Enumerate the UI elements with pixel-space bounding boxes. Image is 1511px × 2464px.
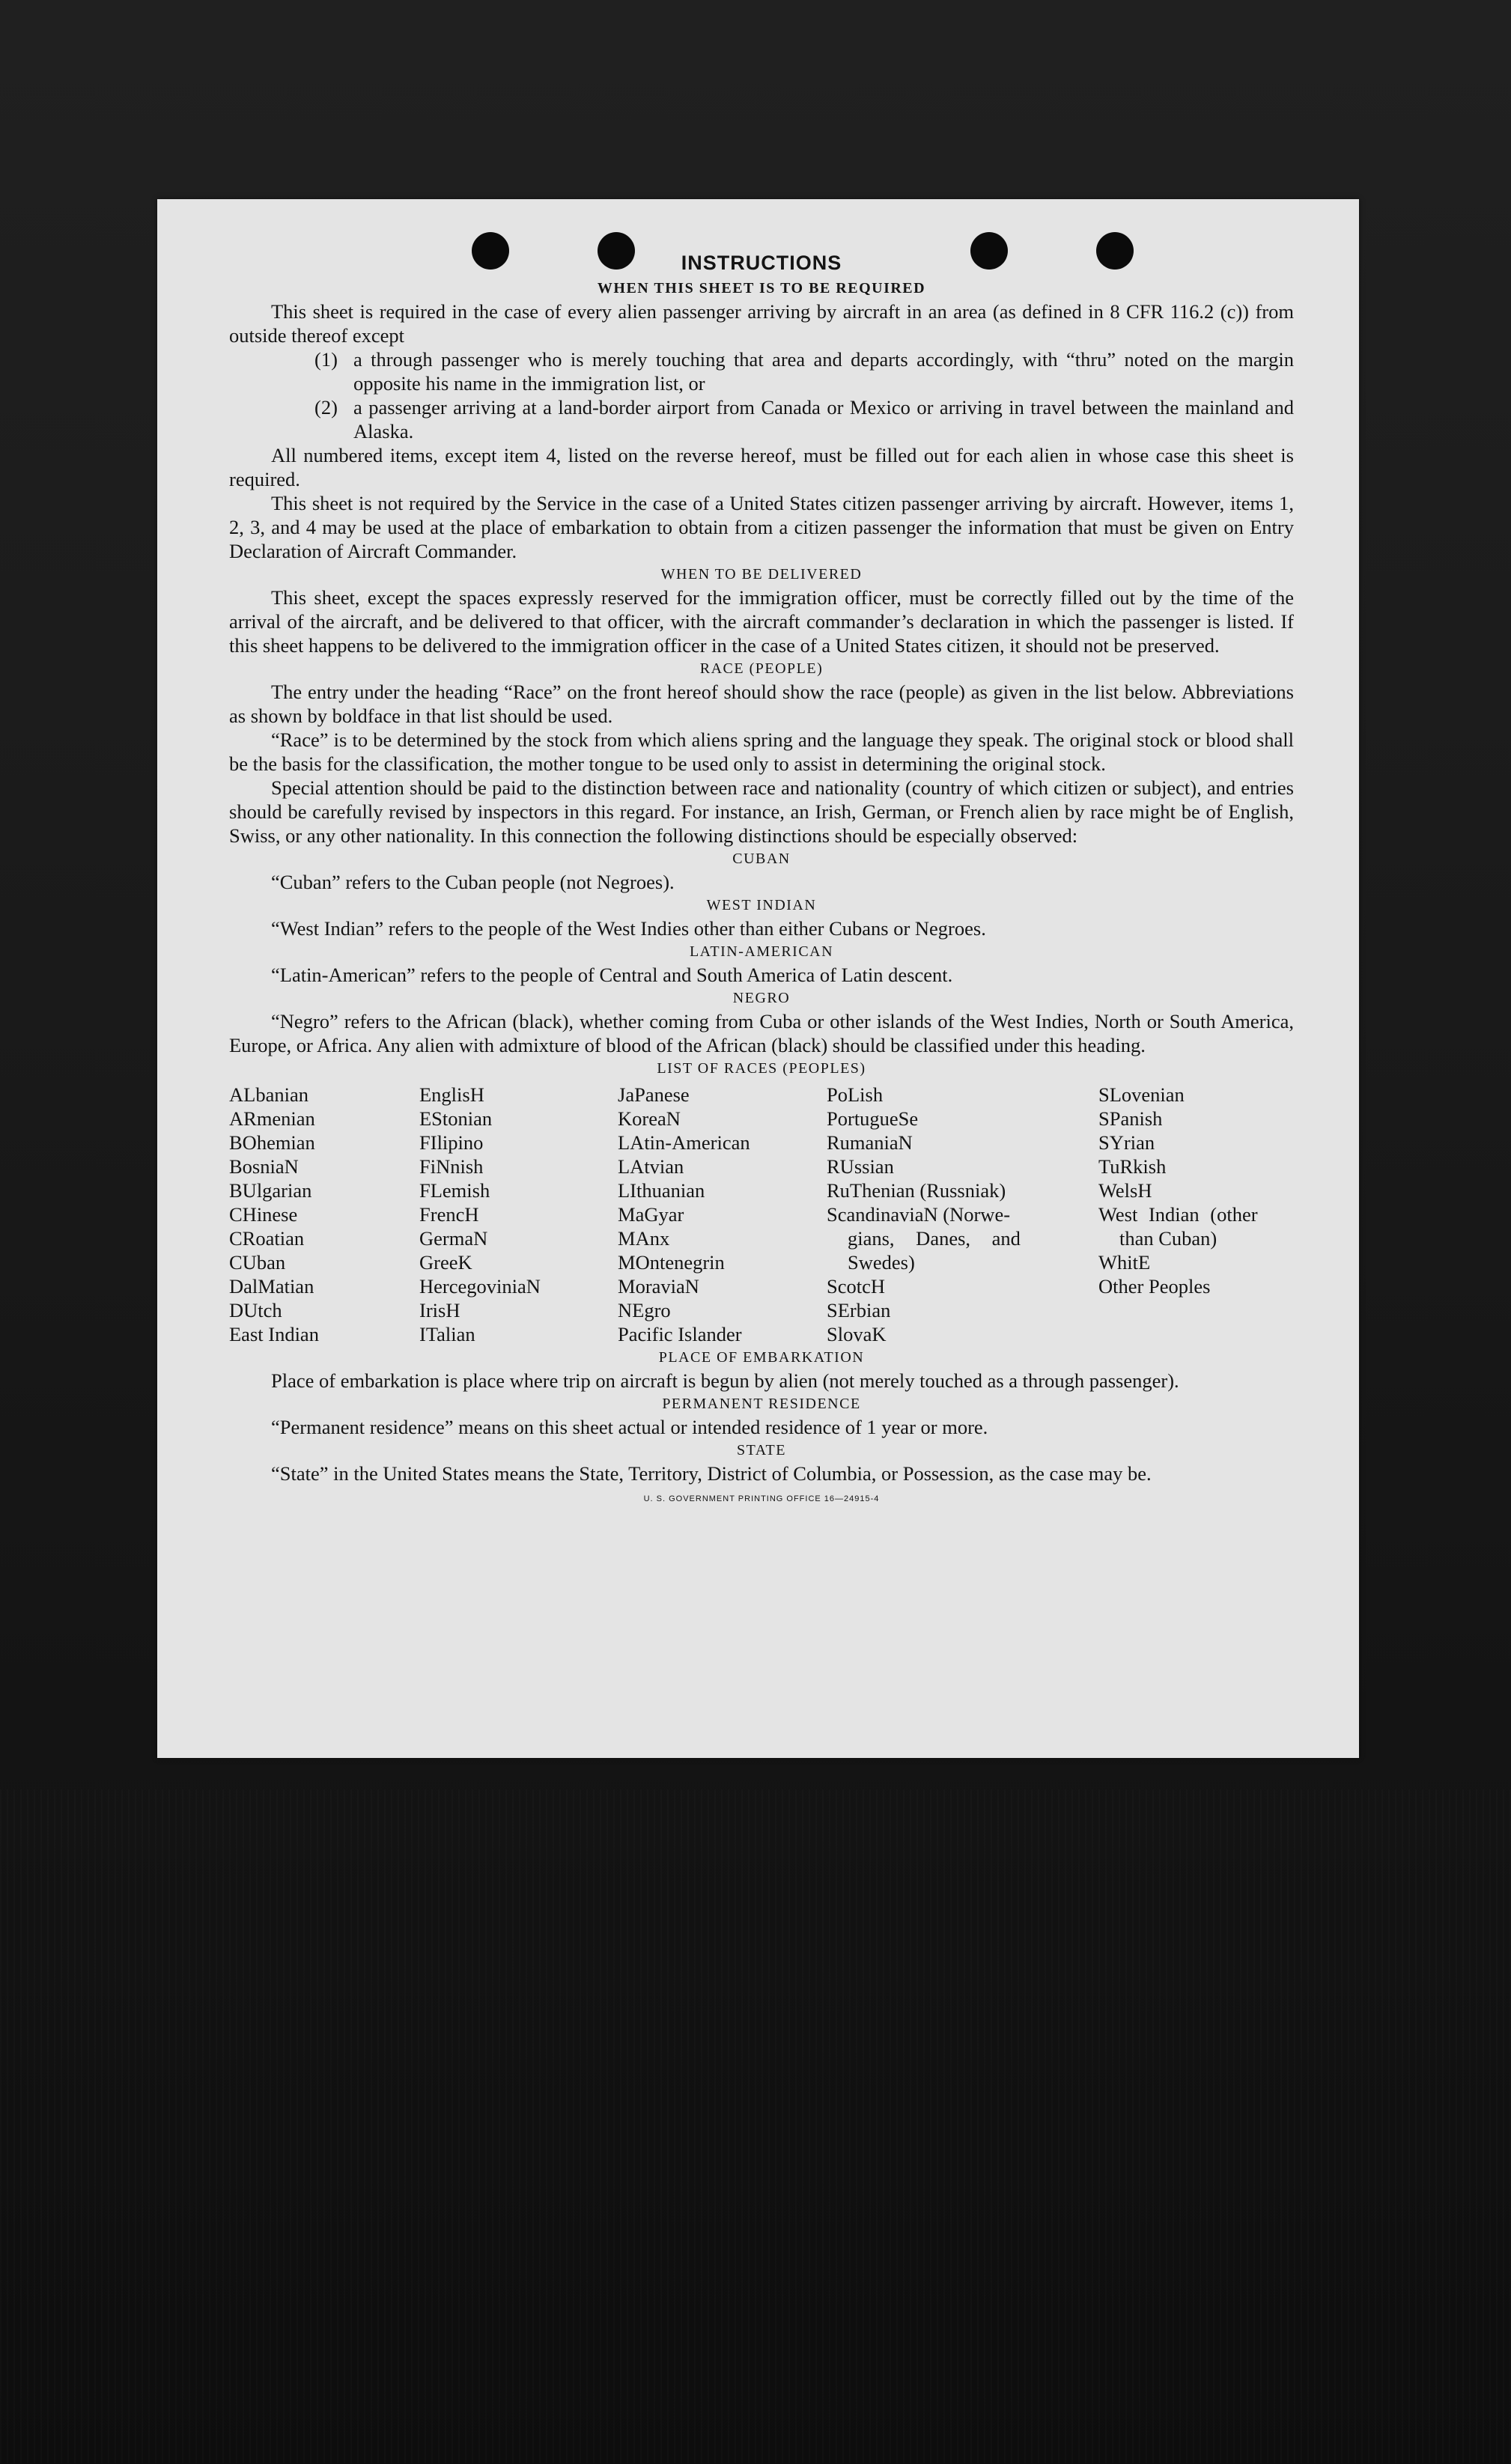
sheet-content <box>229 250 1294 1505</box>
section-heading-race: RACE (PEOPLE) <box>699 660 824 677</box>
when-delivered-paragraph: This sheet, except the spaces expressly reserved for the immigration officer, must be correctly filled out by the time of the arrival of the aircraft, and be delivered to that officer, with the aircraft commander’s declaration in which the passenger is listed. If this sheet happens to be delivered to the immigration officer in the case of a United States citizen, it should not be preserved. <box>229 586 1294 657</box>
race-entry: ScotcH <box>827 1275 886 1298</box>
race-column-2 <box>419 1083 618 1346</box>
race-entry: ITalian <box>419 1323 475 1345</box>
race-entry-continued: gians, Danes, and <box>848 1227 1021 1250</box>
race-entry: WhitE <box>1098 1251 1151 1274</box>
race-entry-continued: than Cuban) <box>1119 1227 1217 1250</box>
race-entry: RumaniaN <box>827 1131 913 1154</box>
race-entry: TuRkish <box>1098 1155 1167 1178</box>
section-heading-cuban: CUBAN <box>732 851 791 867</box>
item-text: a passenger arriving at a land-border airport from Canada or Mexico or arriving in travel between the mainland and Alaska. <box>353 396 1294 442</box>
race-entry: EnglisH <box>419 1083 484 1106</box>
race-entry: CRoatian <box>229 1227 305 1250</box>
section-heading-when-delivered: WHEN TO BE DELIVERED <box>660 566 863 582</box>
section-heading-state: STATE <box>737 1442 786 1458</box>
race-entry: FLemish <box>419 1179 490 1202</box>
page-title: INSTRUCTIONS <box>681 252 842 274</box>
exception-item-2 <box>229 395 1294 443</box>
race-entry: Pacific Islander <box>618 1323 742 1345</box>
race-entry: FIlipino <box>419 1131 484 1154</box>
numbered-items-paragraph: All numbered items, except item 4, listed on the reverse hereof, must be filled out for each alien in whose case this sheet is required. <box>229 444 1294 490</box>
embarkation-paragraph: Place of embarkation is place where trip on aircraft is begun by alien (not merely touched as a through passenger). <box>271 1369 1179 1392</box>
race-entry: East Indian <box>229 1323 319 1345</box>
race-column-4 <box>827 1083 1098 1346</box>
race-entry: MOntenegrin <box>618 1251 725 1274</box>
cuban-paragraph: “Cuban” refers to the Cuban people (not Negroes). <box>271 871 675 893</box>
race-entry: BUlgarian <box>229 1179 312 1202</box>
race-entry: CUban <box>229 1251 286 1274</box>
section-heading-west-indian: WEST INDIAN <box>706 897 817 913</box>
latin-american-paragraph: “Latin-American” refers to the people of Central and South America of Latin descent. <box>271 964 953 986</box>
race-entry: NEgro <box>618 1299 671 1321</box>
race-entry: PoLish <box>827 1083 884 1106</box>
race-entry: SPanish <box>1098 1107 1163 1130</box>
race-entry: WelsH <box>1098 1179 1152 1202</box>
race-entry: IrisH <box>419 1299 460 1321</box>
race-entry: CHinese <box>229 1203 298 1226</box>
citizen-paragraph: This sheet is not required by the Service in the case of a United States citizen passenger arriving by aircraft. However, items 1, 2, 3, and 4 may be used at the place of embarkation to obtain from a citizen passenger the information that must be given on Entry Declaration of Aircraft Commander. <box>229 492 1294 562</box>
race-column-3 <box>618 1083 827 1346</box>
race-list-table <box>229 1083 1294 1346</box>
race-entry: DalMatian <box>229 1275 314 1298</box>
section-heading-when-required: WHEN THIS SHEET IS TO BE REQUIRED <box>597 280 926 296</box>
race-paragraph-1: The entry under the heading “Race” on the front hereof should show the race (people) as given in the list below. Abbreviations as shown by boldface in that list should be used. <box>229 681 1294 727</box>
race-paragraph-2: “Race” is to be determined by the stock from which aliens spring and the language they speak. The original stock or blood shall be the basis for the classification, the mother tongue to be used only to assist in determining the original stock. <box>229 728 1294 775</box>
race-entry: ALbanian <box>229 1083 308 1106</box>
race-entry: LIthuanian <box>618 1179 705 1202</box>
race-entry: BOhemian <box>229 1131 315 1154</box>
race-paragraph-3: Special attention should be paid to the distinction between race and nationality (country of which citizen or subject), and entries should be carefully revised by inspectors in this regard. For instance, an Irish, German, or French alien by race might be of English, Swiss, or any other nationality. In this connection the following distinctions should be especially observed: <box>229 776 1294 847</box>
race-entry: FrencH <box>419 1203 479 1226</box>
race-column-5 <box>1098 1083 1294 1346</box>
west-indian-paragraph: “West Indian” refers to the people of the West Indies other than either Cubans or Negroes. <box>271 917 986 940</box>
race-entry: DUtch <box>229 1299 282 1321</box>
scanner-texture <box>0 1789 1511 2463</box>
permanent-residence-paragraph: “Permanent residence” means on this sheet actual or intended residence of 1 year or more. <box>271 1416 988 1438</box>
race-entry: West Indian (other <box>1098 1203 1258 1226</box>
race-entry: HercegoviniaN <box>419 1275 541 1298</box>
exception-item-1 <box>229 347 1294 395</box>
race-entry: LAtvian <box>618 1155 684 1178</box>
race-entry: SYrian <box>1098 1131 1155 1154</box>
race-column-1 <box>229 1083 419 1346</box>
race-entry: Other Peoples <box>1098 1275 1211 1298</box>
when-required-intro: This sheet is required in the case of every alien passenger arriving by aircraft in an area (as defined in 8 CFR 116.2 (c)) from outside thereof except <box>229 300 1294 347</box>
race-entry: MoraviaN <box>618 1275 699 1298</box>
race-entry: ScandinaviaN (Norwe- <box>827 1203 1011 1226</box>
race-entry: KoreaN <box>618 1107 681 1130</box>
race-entry: BosniaN <box>229 1155 299 1178</box>
race-entry: LAtin-American <box>618 1131 750 1154</box>
section-heading-permanent-residence: PERMANENT RESIDENCE <box>662 1396 861 1412</box>
item-number: (2) <box>314 396 338 419</box>
race-entry: FiNnish <box>419 1155 484 1178</box>
race-entry: RUssian <box>827 1155 894 1178</box>
race-entry: JaPanese <box>618 1083 690 1106</box>
race-entry: EStonian <box>419 1107 493 1130</box>
item-number: (1) <box>314 348 338 371</box>
instruction-sheet <box>157 199 1359 1758</box>
printing-office-imprint: U. S. GOVERNMENT PRINTING OFFICE 16—24915-4 <box>643 1494 880 1503</box>
section-heading-negro: NEGRO <box>732 990 791 1006</box>
section-heading-list-of-races: LIST OF RACES (PEOPLES) <box>657 1060 866 1077</box>
section-heading-embarkation: PLACE OF EMBARKATION <box>658 1349 865 1366</box>
race-entry: SLovenian <box>1098 1083 1185 1106</box>
race-entry: ARmenian <box>229 1107 315 1130</box>
race-entry: GermaN <box>419 1227 488 1250</box>
item-text: a through passenger who is merely touching that area and departs accordingly, with “thru” noted on the margin opposite his name in the immigration list, or <box>353 348 1294 395</box>
negro-paragraph: “Negro” refers to the African (black), whether coming from Cuba or other islands of the West Indies, North or South America, Europe, or Africa. Any alien with admixture of blood of the African (black) should be classified under this heading. <box>229 1010 1294 1056</box>
race-entry: MaGyar <box>618 1203 684 1226</box>
race-entry: GreeK <box>419 1251 472 1274</box>
state-paragraph: “State” in the United States means the State, Territory, District of Columbia, or Possession, as the case may be. <box>271 1462 1152 1485</box>
race-entry: SlovaK <box>827 1323 887 1345</box>
race-entry: RuThenian (Russniak) <box>827 1179 1006 1202</box>
race-entry: MAnx <box>618 1227 670 1250</box>
race-entry: PortugueSe <box>827 1107 919 1130</box>
race-entry: SErbian <box>827 1299 891 1321</box>
race-entry-continued: Swedes) <box>848 1251 915 1274</box>
section-heading-latin-american: LATIN-AMERICAN <box>689 943 834 960</box>
